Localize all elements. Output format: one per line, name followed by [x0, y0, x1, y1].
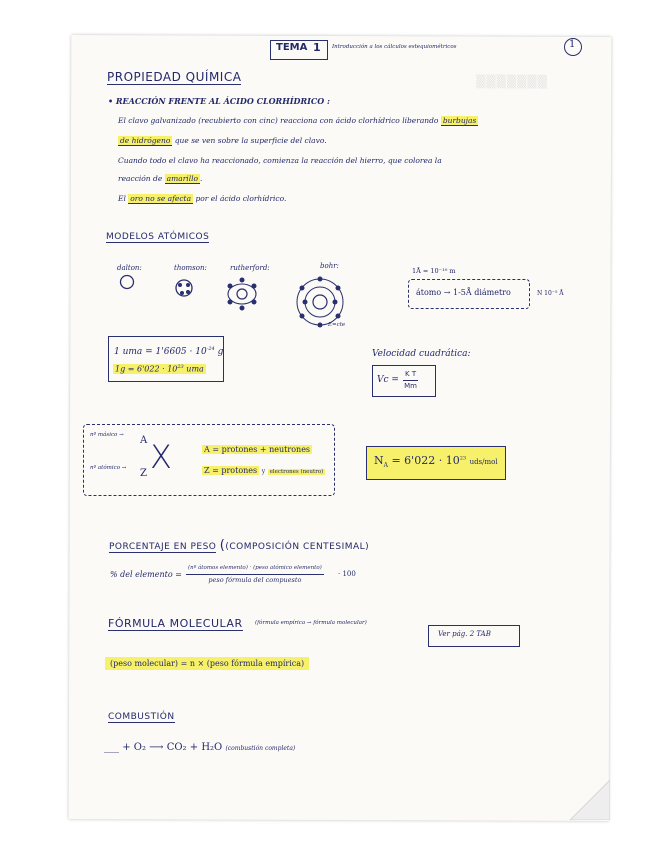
propiedad-line-3: Cuando todo el clavo ha reaccionado, comienza la reacción del hierro, que colorea la: [118, 156, 442, 165]
combustion-title: COMBUSTIÓN: [108, 712, 175, 722]
tema-label: TEMA: [276, 42, 308, 53]
atomic-models-drawing: [112, 272, 372, 332]
mass-number-symbol: A: [140, 435, 148, 446]
bleed-through-text: ▒▒▒▒▒▒▒: [476, 74, 548, 89]
bohr-energy-label: E=cte: [328, 322, 346, 328]
page-fold: [560, 780, 610, 820]
rutherford-label: rutherford:: [230, 264, 270, 272]
propiedad-line-1: El clavo galvanizado (recubierto con cinc) reacciona con ácido clorhídrico liberando burbujas: [118, 116, 477, 125]
thomson-label: thomson:: [174, 264, 207, 272]
gram-line: $1g = 6'022 \cdot 10^{23}$ uma: [115, 364, 204, 374]
formula-molecular-equation: (peso molecular) = n × (peso fórmula empírica): [105, 657, 309, 670]
uma-box: [108, 336, 224, 382]
reference-note: Ver pág. 2 TAB: [438, 630, 491, 638]
propiedad-title: PROPIEDAD QUÍMICA: [107, 70, 242, 84]
porcentaje-fraction: (nº átomos elemento) · (peso atómico elemento) peso fórmula del compuesto: [188, 565, 322, 584]
formula-molecular-title: FÓRMULA MOLECULAR: [108, 617, 243, 630]
combustion-equation: ___ + O₂ ⟶ CO₂ + H₂O (combustión completa): [104, 742, 296, 753]
atomic-number-definition: Z = protones y electrones (neutro): [204, 466, 324, 475]
element-symbol: X: [150, 438, 172, 476]
bohr-label: bohr:: [320, 262, 339, 270]
angstrom-definition: 1Å = 10⁻¹⁰ m: [412, 267, 456, 275]
dalton-label: dalton:: [117, 264, 142, 272]
propiedad-line-5: El oro no se afecta por el ácido clorhídrico.: [118, 194, 287, 203]
propiedad-subtitle: • REACCIÓN FRENTE AL ÁCIDO CLORHÍDRICO :: [108, 96, 330, 106]
modelos-title: MODELOS ATÓMICOS: [106, 232, 210, 242]
tema-subtitle: Introducción a los cálculos estequiométricos: [332, 44, 457, 50]
velocidad-lhs: Vc =: [377, 375, 399, 385]
propiedad-line-4: reacción de amarillo .: [118, 174, 203, 183]
propiedad-line-2: de hidrógeno que se ven sobre la superficie del clavo.: [120, 136, 327, 145]
tema-number: 1: [313, 41, 321, 54]
mass-number-definition: A = protones + neutrones: [204, 445, 311, 454]
porcentaje-tail: · 100: [338, 570, 356, 578]
atomico-label: nº atómico →: [90, 465, 127, 471]
velocidad-fraction: $\frac{\text{K T}}{Mm}$: [404, 370, 417, 390]
velocidad-title: Velocidad cuadrática:: [372, 349, 471, 359]
atomic-number-symbol: Z: [140, 468, 147, 479]
porcentaje-title: PORCENTAJE EN PESO ((COMPOSICIÓN CENTESIMAL): [109, 538, 370, 553]
porcentaje-lhs: % del elemento =: [110, 570, 182, 579]
atomo-formula: átomo → 1-5Å diámetro: [416, 288, 511, 297]
formula-molecular-note: (fórmula empírica → fórmula molecular): [255, 620, 367, 626]
nucleo-size: N 10⁻⁵ Å: [537, 290, 564, 297]
uma-line: 1 uma = $1'6605 \cdot 10^{-24}$ g: [114, 346, 224, 357]
page-number: 1: [569, 39, 576, 50]
avogadro-constant: $N_A = 6'022 \cdot 10^{23}$ uds/mol: [374, 454, 498, 470]
masico-label: nº másico →: [90, 432, 124, 438]
